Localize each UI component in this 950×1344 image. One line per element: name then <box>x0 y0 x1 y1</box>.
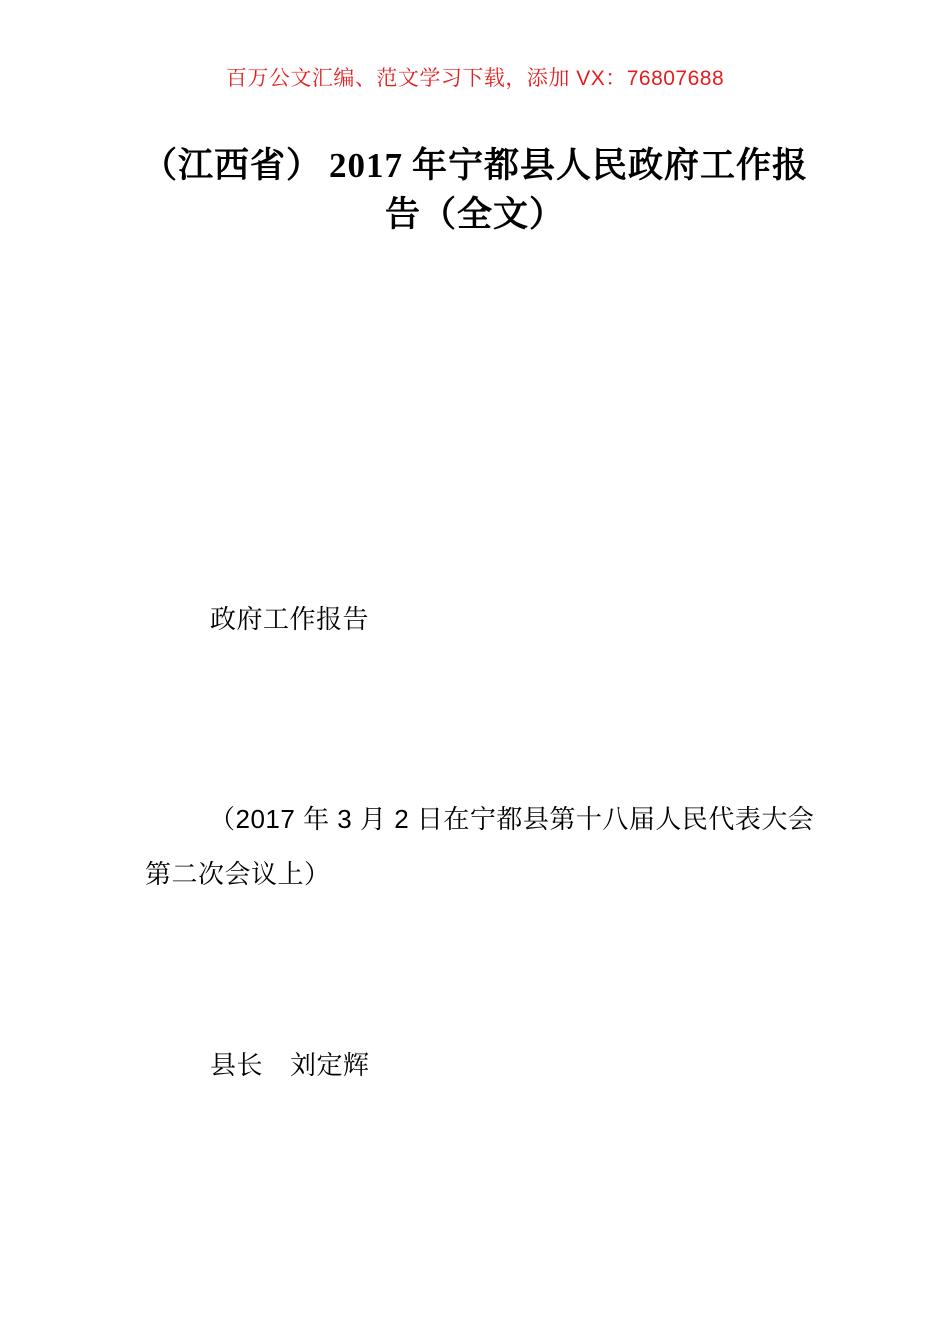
title-line-2: 告（全文） <box>384 195 565 234</box>
signature-title: 县长 <box>210 1050 264 1080</box>
title-line1-rest: 年宁都县人民政府工作报 <box>412 146 809 185</box>
promo-banner-text: 百万公文汇编、范文学习下载，添加 VX：76807688 <box>225 67 725 90</box>
promo-banner <box>0 66 950 91</box>
document-title <box>0 141 950 239</box>
signature-line <box>210 1047 370 1084</box>
signature-name: 刘定辉 <box>290 1050 370 1080</box>
session-note-line-2: 第二次会议上） <box>145 859 331 889</box>
title-prefix: （江西省） <box>141 146 322 185</box>
report-heading: 政府工作报告 <box>210 604 370 634</box>
session-note <box>145 792 935 902</box>
title-line-1 <box>0 141 950 190</box>
session-note-line-1: （2017 年 3 月 2 日在宁都县第十八届人民代表大会 <box>209 804 815 834</box>
title-year: 2017 <box>329 146 403 185</box>
